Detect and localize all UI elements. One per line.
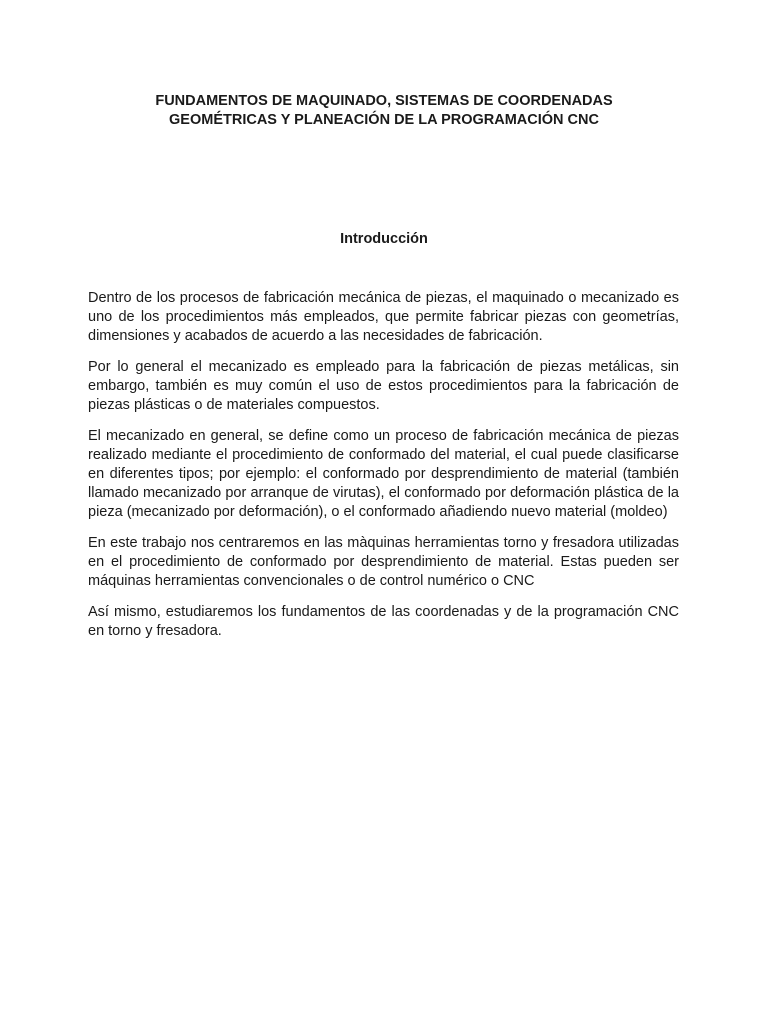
title-line-2: GEOMÉTRICAS Y PLANEACIÓN DE LA PROGRAMACIÓN CNC: [169, 112, 599, 128]
paragraph: El mecanizado en general, se define como un proceso de fabricación mecánica de piezas realizado mediante el procedimiento de conformado del material, el cual puede clasificarse en diferentes tipos; por ejemplo: el conformado por desprendimiento de material (también llamado mecanizado por arranque de virutas), el conformado por deformación plástica de la pieza (mecanizado por deformación), o el conformado añadiendo nuevo material (moldeo): [88, 428, 679, 520]
body-text: [88, 289, 679, 641]
section-heading: Introducción: [340, 231, 428, 247]
paragraph: Dentro de los procesos de fabricación mecánica de piezas, el maquinado o mecanizado es uno de los procedimientos más empleados, que permite fabricar piezas con geometrías, dimensiones y acabados de acuerdo a las necesidades de fabricación.: [88, 290, 679, 344]
paragraph: En este trabajo nos centraremos en las màquinas herramientas torno y fresadora utilizadas en el procedimiento de conformado por desprendimiento de material. Estas pueden ser máquinas herramientas convencionales o de control numérico o CNC: [88, 535, 679, 589]
document-title: [88, 92, 680, 130]
paragraph: Por lo general el mecanizado es empleado para la fabricación de piezas metálicas, sin embargo, también es muy común el uso de estos procedimientos para la fabricación de piezas plásticas o de materiales compuestos.: [88, 359, 679, 413]
title-line-1: FUNDAMENTOS DE MAQUINADO, SISTEMAS DE COORDENADAS: [155, 93, 613, 109]
paragraph: Así mismo, estudiaremos los fundamentos de las coordenadas y de la programación CNC en torno y fresadora.: [88, 604, 679, 639]
